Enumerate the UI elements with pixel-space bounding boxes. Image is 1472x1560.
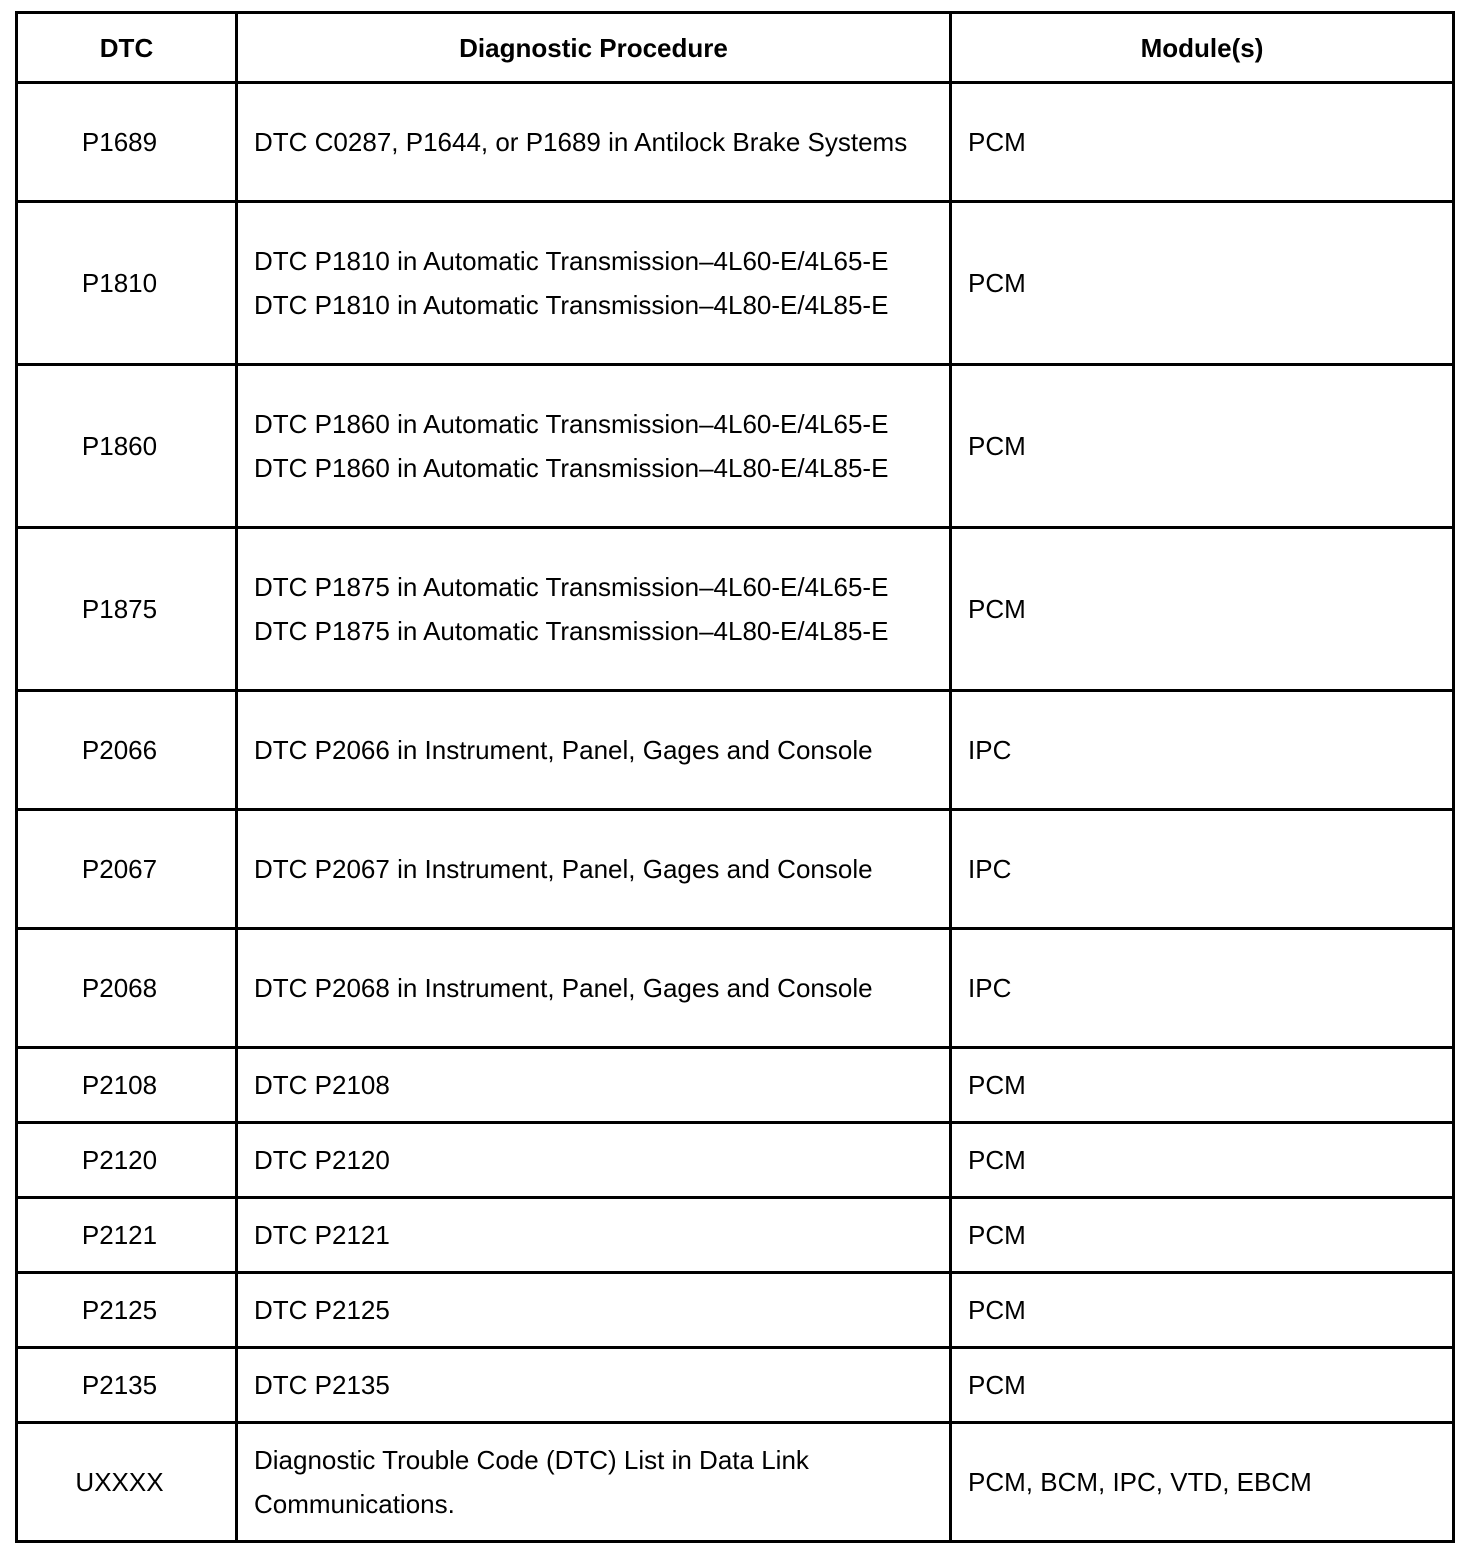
header-dtc: DTC [17,13,237,83]
modules-cell: PCM [951,528,1454,691]
table-row [17,1123,1454,1198]
procedure-cell: DTC P2067 in Instrument, Panel, Gages and Console [237,810,951,929]
procedure-cell: DTC P2125 [237,1273,951,1348]
dtc-cell: P2066 [17,691,237,810]
table-row [17,1423,1454,1542]
modules-cell: PCM, BCM, IPC, VTD, EBCM [951,1423,1454,1542]
procedure-cell: DTC P1810 in Automatic Transmission–4L60-E/4L65-E DTC P1810 in Automatic Transmission–4L80-E/4L85-E [237,202,951,365]
procedure-cell: DTC P1875 in Automatic Transmission–4L60-E/4L65-E DTC P1875 in Automatic Transmission–4L80-E/4L85-E [237,528,951,691]
dtc-cell: P2121 [17,1198,237,1273]
header-row [17,13,1454,83]
table-row [17,929,1454,1048]
dtc-cell: P2125 [17,1273,237,1348]
table-row [17,528,1454,691]
dtc-cell: P2135 [17,1348,237,1423]
modules-cell: IPC [951,810,1454,929]
dtc-cell: P2067 [17,810,237,929]
procedure-cell: DTC P2120 [237,1123,951,1198]
dtc-cell: P2108 [17,1048,237,1123]
table-row [17,83,1454,202]
procedure-cell: DTC P2135 [237,1348,951,1423]
table-row [17,1273,1454,1348]
modules-cell: PCM [951,1273,1454,1348]
procedure-cell: DTC P1860 in Automatic Transmission–4L60-E/4L65-E DTC P1860 in Automatic Transmission–4L80-E/4L85-E [237,365,951,528]
table-row [17,365,1454,528]
dtc-cell: P1689 [17,83,237,202]
dtc-cell: P1810 [17,202,237,365]
table-row [17,1198,1454,1273]
modules-cell: PCM [951,1123,1454,1198]
dtc-cell: UXXXX [17,1423,237,1542]
table-row [17,1348,1454,1423]
modules-cell: PCM [951,1198,1454,1273]
modules-cell: PCM [951,365,1454,528]
dtc-cell: P1875 [17,528,237,691]
table-row [17,1048,1454,1123]
dtc-cell: P1860 [17,365,237,528]
modules-cell: PCM [951,202,1454,365]
procedure-cell: DTC P2121 [237,1198,951,1273]
procedure-cell: DTC P2108 [237,1048,951,1123]
procedure-cell: DTC P2066 in Instrument, Panel, Gages and Console [237,691,951,810]
dtc-cell: P2120 [17,1123,237,1198]
header-procedure: Diagnostic Procedure [237,13,951,83]
table-row [17,202,1454,365]
procedure-cell: DTC C0287, P1644, or P1689 in Antilock Brake Systems [237,83,951,202]
header-modules: Module(s) [951,13,1454,83]
dtc-table [15,11,1455,1543]
procedure-cell: DTC P2068 in Instrument, Panel, Gages and Console [237,929,951,1048]
modules-cell: PCM [951,83,1454,202]
modules-cell: IPC [951,929,1454,1048]
table-row [17,691,1454,810]
modules-cell: IPC [951,691,1454,810]
table-row [17,810,1454,929]
modules-cell: PCM [951,1048,1454,1123]
modules-cell: PCM [951,1348,1454,1423]
dtc-cell: P2068 [17,929,237,1048]
procedure-cell: Diagnostic Trouble Code (DTC) List in Data Link Communications. [237,1423,951,1542]
